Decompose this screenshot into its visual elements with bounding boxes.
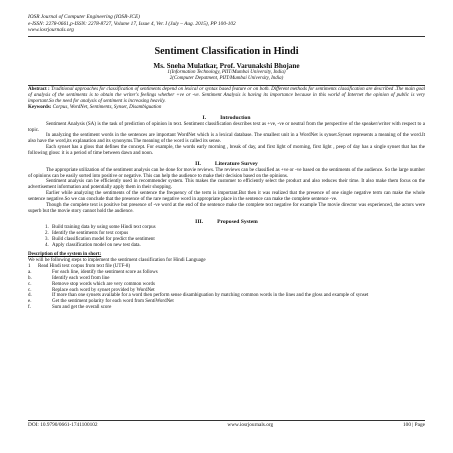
step-text: Identify each word from line xyxy=(52,275,110,281)
keywords xyxy=(28,105,425,111)
page-footer xyxy=(28,422,425,428)
abstract-text: Traditional approaches for classification of sentiments depend on lexical or syntax based feature or on both. Different methods for sentiments classification are described .The main goal of analysis of the sentiments is to obtain the writer's feelings whether +ve or -ve. Sentiment Analysis is having its importance because in this world of Internet the opinion of public is very important.So the need for analysis of sentiment is increasing heavily. xyxy=(28,86,425,104)
step-label: d. xyxy=(28,293,32,299)
keywords-text: Corpus, WordNet, Sentiments, Synset, Disambiguation xyxy=(52,105,162,111)
abstract-rule xyxy=(28,85,425,86)
step-label: 1 xyxy=(28,263,31,269)
abstract-label: Abstract : xyxy=(28,86,50,92)
step-label: c. xyxy=(28,287,32,293)
step-text: Read Hindi text corpus from text file (UTF-8) xyxy=(38,263,131,269)
system-description-intro: We will be following steps to implement the sentiment classification for Hindi Language xyxy=(28,257,206,263)
paper-title: Sentiment Classification in Hindi xyxy=(154,45,299,57)
step-label: b. xyxy=(28,275,32,281)
literature-paragraph: The appropriate utilization of the sentiment analysis can be done for movie reviews. The reviews can be classified as +ve or -ve based on the sentiments of the audience. So the large number of opinions can be easily sorted into positive or negative. This can help the audience to make their decision based on the opinions. xyxy=(28,167,425,179)
step-text: For each line, identify the sentiment score as follows xyxy=(52,269,158,275)
intro-paragraph: In analyzing the sentiment words in the sentences are important WordNet which is a lexical database. The smallest unit in a WordNet is synset.Synset represents a meaning of the word.It also have the word,its explanation and its synonyms.The meaning of the word is called its sense. xyxy=(28,133,425,145)
step-item xyxy=(28,305,425,311)
list-item: 3. Build classification model for predict the sentiment xyxy=(50,237,425,243)
step-text: Get the sentiment polarity for each word from SentiWordNet xyxy=(52,299,174,305)
section-heading-introduction: I. Introduction xyxy=(202,115,251,122)
step-text: Sum and get the overall score xyxy=(52,305,112,311)
abstract xyxy=(28,87,425,105)
footer-rule xyxy=(28,420,425,421)
paper-authors: Ms. Sneha Mulatkar, Prof. Varunakshi Bhojane xyxy=(153,61,300,70)
list-item: 4. Apply classification model on new test data. xyxy=(50,243,425,249)
keywords-label: Keywords: xyxy=(28,105,52,111)
journal-header xyxy=(28,14,425,34)
journal-name: IOSR Journal of Computer Engineering (IOSR-JCE) xyxy=(28,14,140,20)
list-item: 1. Build training data by using some Hindi text corpus xyxy=(50,225,425,231)
section-heading-proposed-system: III. Proposed System xyxy=(195,218,258,225)
footer-site: www.iosrjournals.org xyxy=(227,422,274,428)
list-item: 2. Identify the sentiments for text corpus xyxy=(50,231,425,237)
literature-paragraph: Though the complete text is positive but presence of -ve word at the end of the sentence make the complete text negative for example The movie director was experienced, the actors were superb but the movie story cannot hold the audience. xyxy=(28,203,425,214)
affiliation-2: 2(Computer Depatment, PIIT/Mumbai University, India) xyxy=(169,75,284,81)
step-text: If more than one synsets available for a word then perform sense disambiguation by matching common words in the lines and the gloss and example of synset xyxy=(52,293,369,299)
intro-paragraph: Each synset has a gloss that defines the concept. For example, the words early morning , break of day, and first light of morning, first light , peep of day has a single synset that has the following gloss: it is a period of time between dawn and noon. xyxy=(28,145,425,157)
header-rule xyxy=(28,36,425,37)
intro-paragraph: Sentiment Analysis (SA) is the task of prediction of opinion in text. Sentiment classification describes text as +ve, -ve or neutral from the perspective of the speaker/writer with respect to a topic. xyxy=(28,121,425,133)
footer-doi: DOI: 10.9790/0661-1741100102 xyxy=(28,422,98,428)
proposed-system-list xyxy=(28,225,425,249)
step-text: Remove stop words which are very common words xyxy=(52,281,155,287)
step-label: f. xyxy=(28,305,31,311)
implementation-steps xyxy=(28,264,425,311)
section-heading-literature-survey: II. Literature Survey xyxy=(195,161,258,168)
affiliation-1: 1(Information Technology, PIIT/Mumbai University, India) xyxy=(167,69,286,75)
journal-url: www.iosrjournals.org xyxy=(28,27,74,34)
journal-issn: e-ISSN: 2278-0661,p-ISSN: 2278-8727, Volume 17, Issue 4, Ver. I (July – Aug. 2015), PP 100-102 xyxy=(28,20,236,27)
footer-page-number: 100 | Page xyxy=(403,422,425,428)
step-text: Replace each word by synset provided by WordNet xyxy=(52,287,155,293)
step-label: e. xyxy=(28,299,32,305)
literature-paragraph: Sentiment analysis can be efficiently used in recommender system. This makes the customer to efficiently select the product and also reduces their time. It also make them focus on the advertisement information and potentially apply them in their shopping. xyxy=(28,179,425,191)
literature-paragraph: Earlier while analyzing the sentiments of the sentence the frequency of the term is important.But then it was realized that the presence of one single negative term can make the whole sentence negative.So we can conclude that the presence of the rare negative word in appropriate place in the sentence can make the complete sentence -ve. xyxy=(28,191,425,203)
step-label: a. xyxy=(28,269,32,275)
step-label: c. xyxy=(28,281,32,287)
system-description-heading: Description of the system in short: xyxy=(28,251,102,257)
affiliations xyxy=(28,70,425,82)
